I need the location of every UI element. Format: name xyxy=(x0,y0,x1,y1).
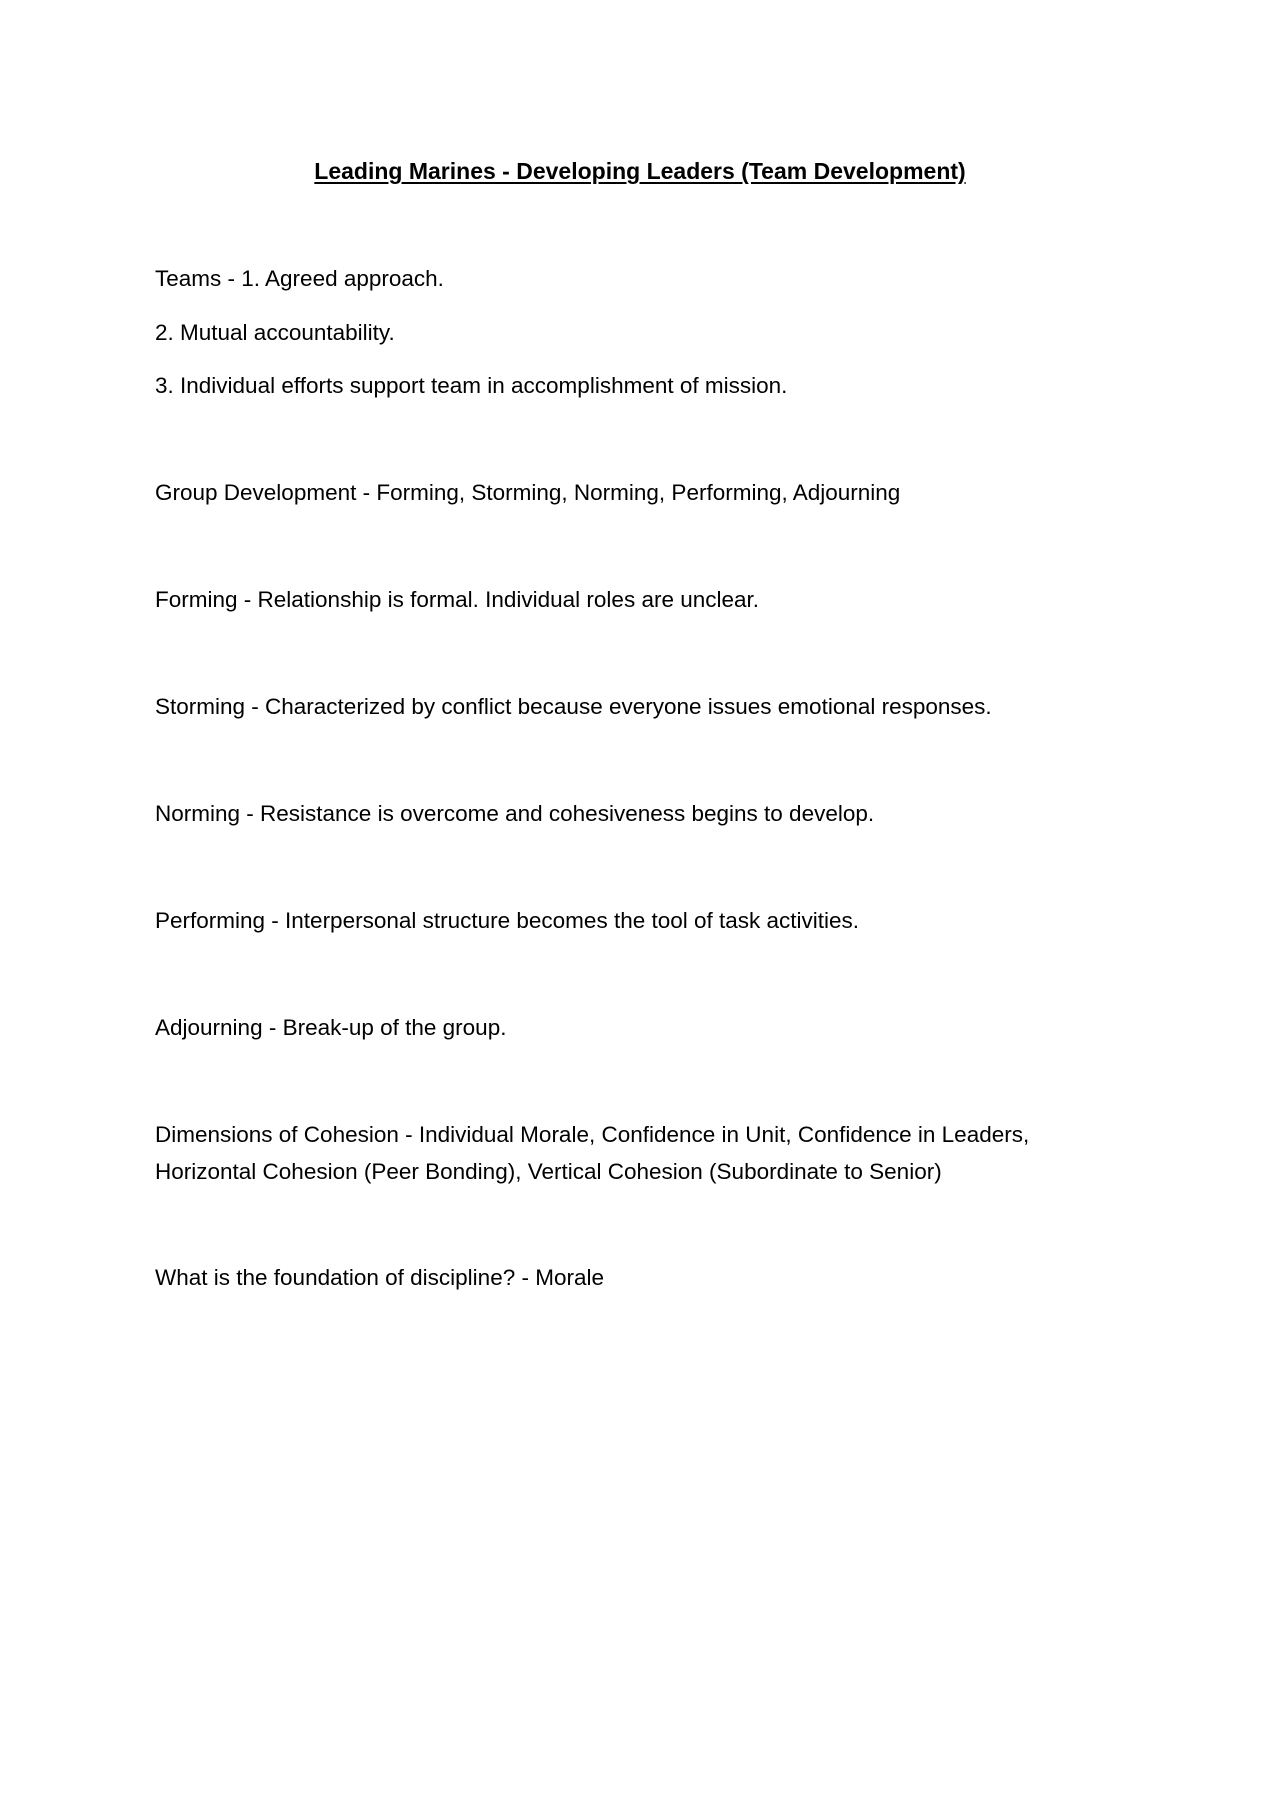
paragraph-forming: Forming - Relationship is formal. Individual roles are unclear. xyxy=(155,587,760,612)
paragraph-performing: Performing - Interpersonal structure becomes the tool of task activities. xyxy=(155,908,860,933)
paragraph-individual-efforts: 3. Individual efforts support team in accomplishment of mission. xyxy=(155,373,788,398)
document-title: Leading Marines - Developing Leaders (Team Development) xyxy=(314,158,966,184)
paragraph-dimensions-of-cohesion: Dimensions of Cohesion - Individual Morale, Confidence in Unit, Confidence in Leaders, Horizontal Cohesion (Peer Bonding), Vertical Cohesion (Subordinate to Senior) xyxy=(155,1122,1030,1184)
paragraph-teams: Teams - 1. Agreed approach. xyxy=(155,266,444,291)
paragraph-group-development: Group Development - Forming, Storming, Norming, Performing, Adjourning xyxy=(155,480,901,505)
paragraph-mutual-accountability: 2. Mutual accountability. xyxy=(155,320,395,345)
paragraph-adjourning: Adjourning - Break-up of the group. xyxy=(155,1015,507,1040)
paragraph-foundation-of-discipline: What is the foundation of discipline? - Morale xyxy=(155,1265,604,1290)
paragraph-norming: Norming - Resistance is overcome and cohesiveness begins to develop. xyxy=(155,801,875,826)
paragraph-storming: Storming - Characterized by conflict because everyone issues emotional responses. xyxy=(155,694,992,719)
